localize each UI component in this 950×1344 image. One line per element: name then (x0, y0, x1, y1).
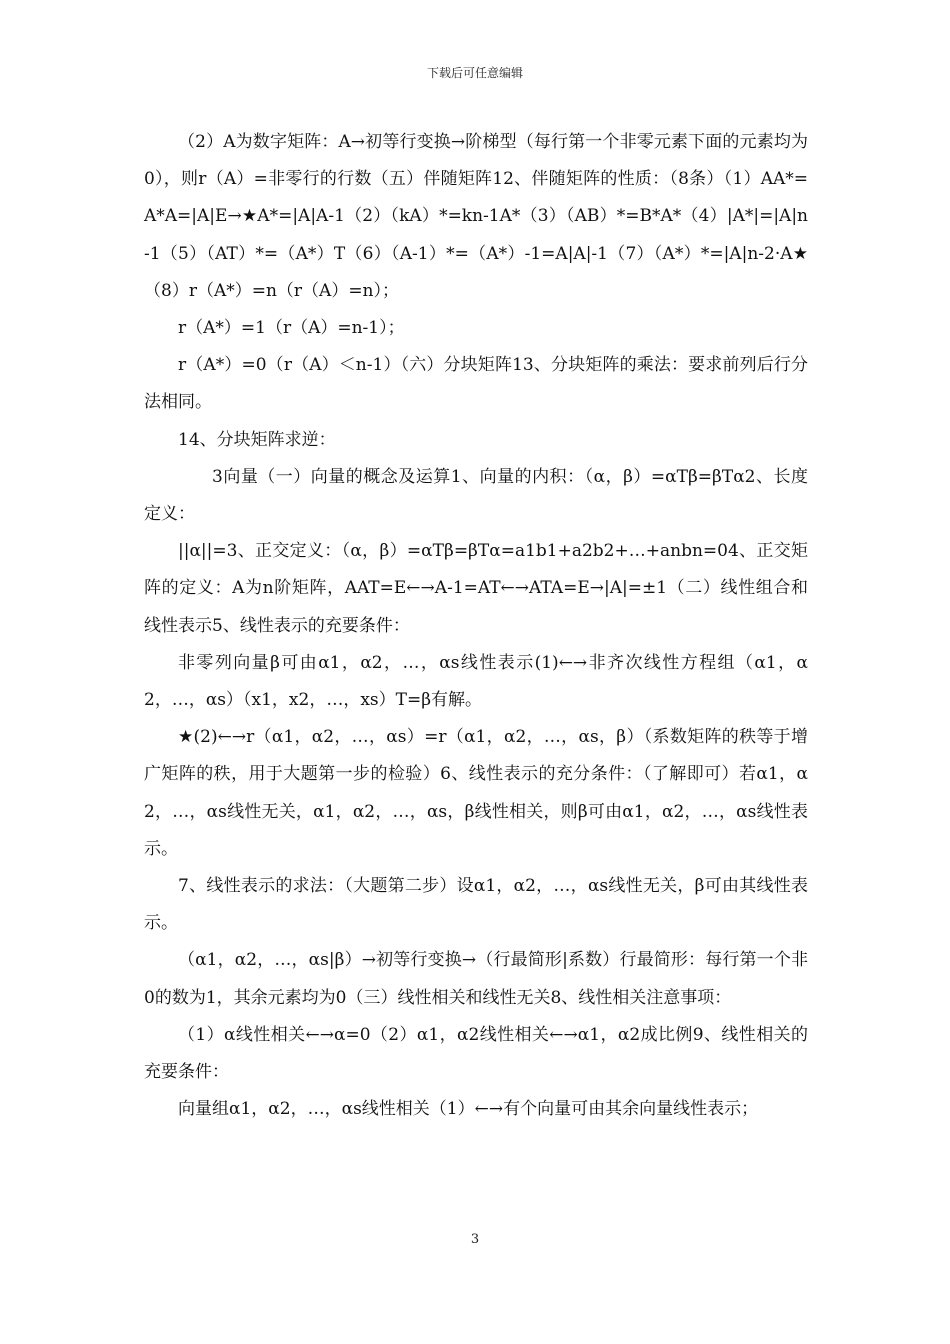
page-number: 3 (470, 1232, 480, 1247)
paragraph-9: 7、线性表示的求法：（大题第二步）设α1，α2，…，αs线性无关，β可由其线性表示。 (144, 876, 808, 934)
paragraph-4: 14、分块矩阵求逆： (178, 429, 336, 450)
paragraph-5: 3向量（一）向量的概念及运算1、向量的内积：（α，β）=αTβ=βTα2、长度定义： (144, 466, 808, 525)
paragraph-2: r（A*）=1（r（A）=n-1）； (178, 318, 405, 339)
document-body (144, 124, 808, 1128)
page-header: 下载后可任意编辑 (426, 66, 523, 80)
paragraph-10: （α1，α2，…，αs|β）→初等行变换→（行最简形|系数）行最简形：每行第一个非0的数为1，其余元素均为0（三）线性相关和线性无关8、线性相关注意事项： (144, 950, 808, 1008)
paragraph-3: r（A*）=0（r（A）＜n-1）（六）分块矩阵13、分块矩阵的乘法：要求前列后行分法相同。 (144, 355, 808, 413)
paragraph-6: ||α||=3、正交定义：（α，β）=αTβ=βTα=a1b1+a2b2+…+anbn=04、正交矩阵的定义：A为n阶矩阵，AAT=E←→A-1=AT←→ATA=E→|A|=±1（二）线性组合和线性表示5、线性表示的充要条件： (144, 541, 808, 636)
paragraph-1: （2）A为数字矩阵：A→初等行变换→阶梯型（每行第一个非零元素下面的元素均为0），则r（A）=非零行的行数（五）伴随矩阵12、伴随矩阵的性质：（8条）（1）AA*=A*A=|A|E→★A*=|A|A-1（2）（kA）*=kn-1A*（3）（AB）*=B*A*（4）|A*|=|A|n-1（5）（AT）*=（A*）T（6）（A-1）*=（A*）-1=A|A|-1（7）（A*）*=|A|n-2·A★（8）r（A*）=n（r（A）=n）； (144, 132, 808, 301)
paragraph-8: ★(2)←→r（α1，α2，…，αs）=r（α1，α2，…，αs，β）（系数矩阵的秩等于增广矩阵的秩，用于大题第一步的检验）6、线性表示的充分条件：（了解即可）若α1，α2，…，αs线性无关，α1，α2，…，αs，β线性相关，则β可由α1，α2，…，αs线性表示。 (144, 727, 808, 859)
paragraph-11: （1）α线性相关←→α=0（2）α1，α2线性相关←→α1，α2成比例9、线性相关的充要条件： (144, 1024, 808, 1083)
paragraph-12: 向量组α1，α2，…，αs线性相关（1）←→有个向量可由其余向量线性表示； (178, 1099, 759, 1120)
paragraph-7: 非零列向量β可由α1，α2，…，αs线性表示(1)←→非齐次线性方程组（α1，α2，…，αs）（x1，x2，…，xs）T=β有解。 (144, 652, 808, 711)
